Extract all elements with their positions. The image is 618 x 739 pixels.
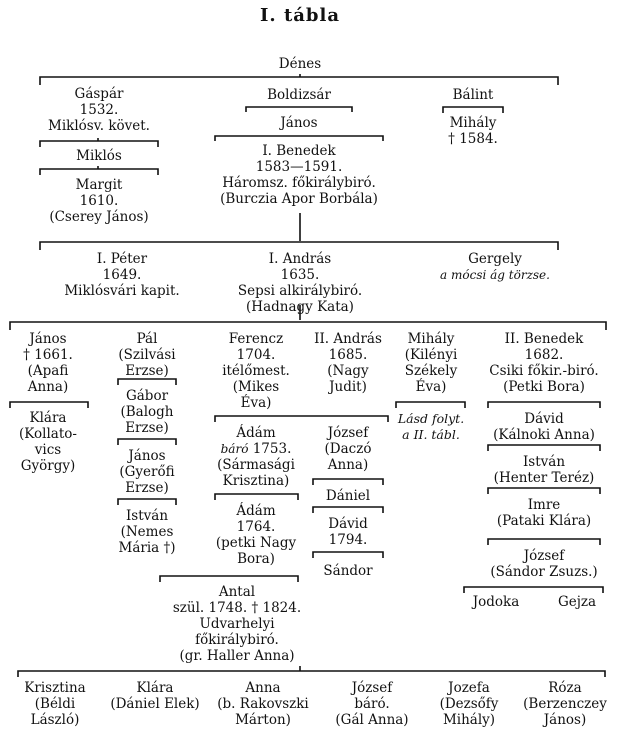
person-janos-gyerofi: János (Gyerőfi Erzse): [119, 448, 175, 496]
person-gaspar: Gáspár 1532. Miklósv. követ.: [48, 86, 150, 134]
person-margit: Margit 1610. (Cserey János): [49, 177, 149, 225]
person-jozefa: Jozefa (Dezsőfy Mihály): [439, 680, 499, 728]
person-janos: János: [280, 115, 318, 131]
person-mihaly: Mihály † 1584.: [448, 115, 498, 147]
person-peter: I. Péter 1649. Miklósvári kapit.: [64, 251, 180, 299]
person-daniel: Dániel: [325, 488, 371, 504]
person-boldizsar: Boldizsár: [267, 87, 331, 103]
person-janos-1661: János † 1661. (Apafi Anna): [23, 331, 73, 395]
table-title: I. tábla: [259, 5, 341, 26]
person-istvan-henter: István (Henter Teréz): [493, 454, 595, 486]
person-miklos: Miklós: [76, 148, 122, 164]
person-jozsef-baro: József báró. (Gál Anna): [335, 680, 409, 728]
person-david-kalnoki: Dávid (Kálnoki Anna): [493, 411, 595, 443]
person-roza: Róza (Berzenczey János): [523, 680, 607, 728]
person-krisztina: Krisztina (Béldi László): [24, 680, 86, 728]
person-sandor: Sándor: [323, 563, 373, 579]
person-antal: Antal szül. 1748. † 1824. Udvarhelyi főkirálybiró. (gr. Haller Anna): [172, 584, 302, 664]
person-jodoka: Jodoka: [472, 594, 520, 610]
person-adam-1753: Ádám báró 1753. (Sármasági Krisztina): [217, 425, 295, 489]
person-benedek-ii: II. Benedek 1682. Csiki főkir.-biró. (Petki Bora): [489, 331, 599, 395]
person-andras-ii: II. András 1685. (Nagy Judit): [314, 331, 382, 395]
person-gergely: Gergely a mócsi ág törzse.: [440, 251, 550, 282]
person-gabor: Gábor (Balogh Erzse): [120, 388, 174, 436]
person-benedek: I. Benedek 1583—1591. Háromsz. főkirálybiró. (Burczia Apor Borbála): [220, 143, 378, 207]
root-person: Dénes: [278, 56, 322, 72]
person-jozsef-sandor: József (Sándor Zsuzs.): [490, 548, 598, 580]
person-klara-kollatovics: Klára (Kollato- vics György): [19, 410, 77, 474]
person-pal: Pál (Szilvási Erzse): [118, 331, 176, 379]
person-istvan-nemes: István (Nemes Mária †): [118, 508, 176, 556]
continuation-note: Lásd folyt. a II. tábl.: [397, 411, 465, 442]
person-imre: Imre (Pataki Klára): [496, 497, 592, 529]
person-gejza: Gejza: [557, 594, 597, 610]
person-andras: I. András 1635. Sepsi alkirálybiró. (Hadnagy Kata): [237, 251, 363, 315]
person-anna: Anna (b. Rakovszki Márton): [217, 680, 309, 728]
person-jozsef-dacz: József (Daczó Anna): [324, 425, 372, 473]
person-klara-daniel: Klára (Dániel Elek): [110, 680, 200, 712]
person-balint: Bálint: [452, 87, 494, 103]
person-david-1794: Dávid 1794.: [328, 516, 368, 548]
person-adam-1764: Ádám 1764. (petki Nagy Bora): [215, 503, 297, 567]
person-ferencz: Ferencz 1704. itélőmest. (Mikes Éva): [222, 331, 290, 411]
person-mihaly-kilenyi: Mihály (Kilényi Székely Éva): [404, 331, 458, 395]
